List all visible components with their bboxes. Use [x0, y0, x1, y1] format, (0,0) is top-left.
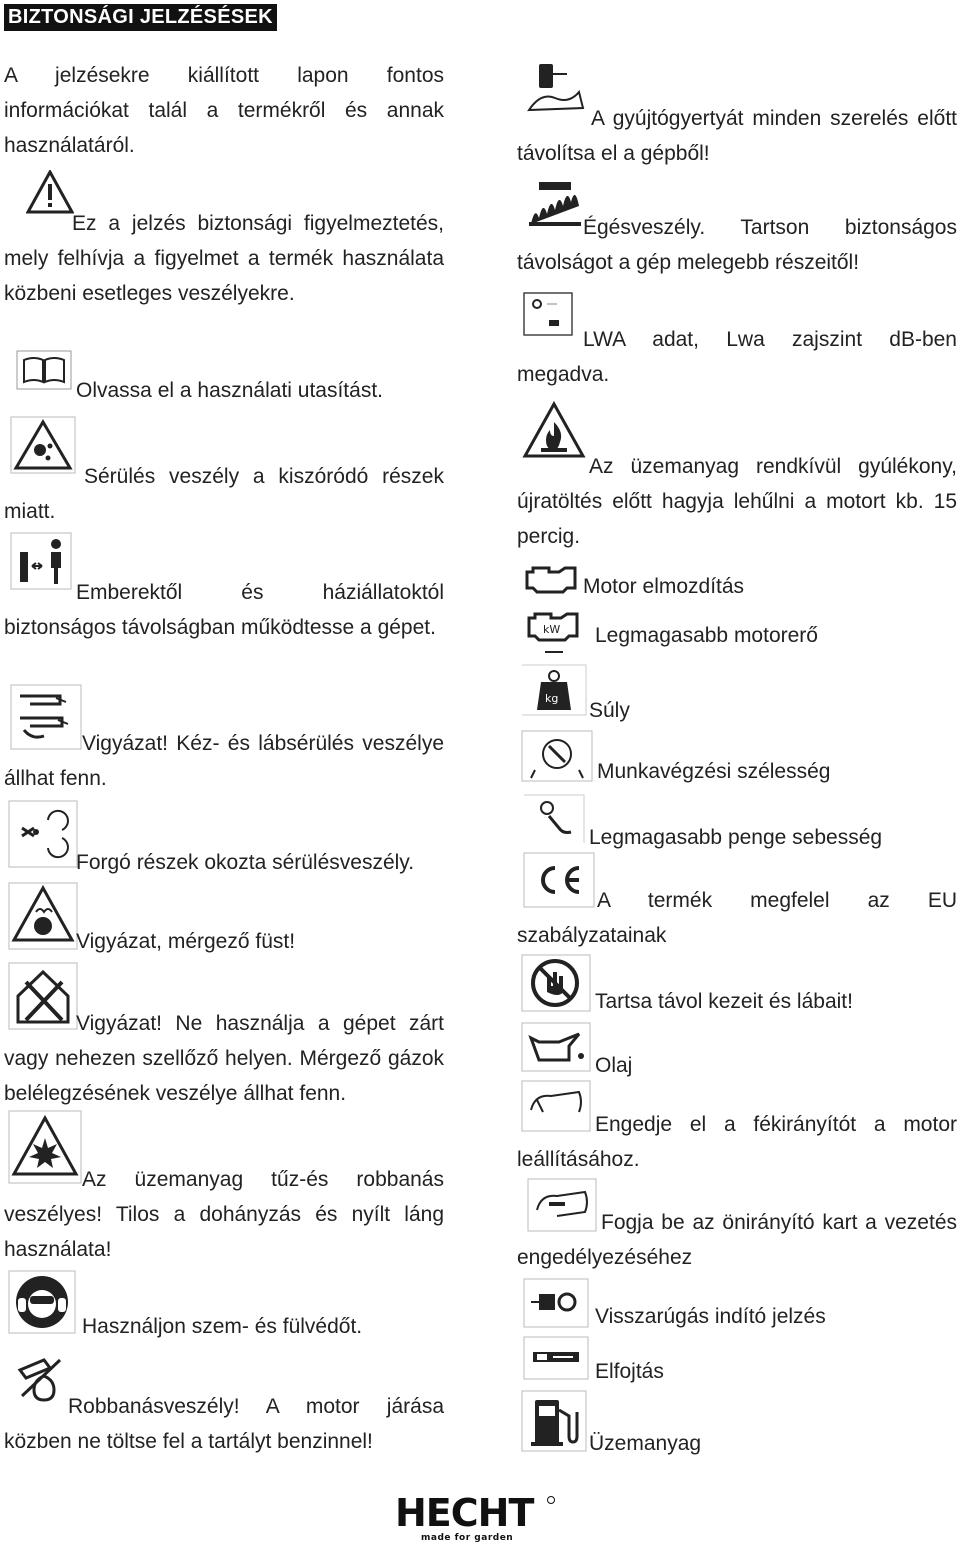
sign-text-rotating: Forgó részek okozta sérülésveszély. — [76, 851, 415, 874]
sign-text-engine: Motor elmozdítás — [583, 575, 745, 598]
intro-text: A jelzésekre kiállított lapon fontos információkat talál a termékről és annak használatáról. — [4, 64, 444, 157]
sign-text-refuel: Robbanásveszély! A motor járása közben ne töltse fel a tartályt benzinnel! — [4, 1395, 444, 1453]
sign-text-ce: A termék megfelel az EU szabályzatainak — [517, 889, 957, 947]
recoil-start-icon — [523, 1278, 589, 1328]
sign-text-manual: Olvassa el a használati utasítást. — [76, 379, 383, 402]
fuel-pump-icon — [521, 1390, 587, 1452]
eye-ear-protection-icon — [8, 1270, 76, 1334]
sign-text-distance: Emberektől és háziállatoktól biztonságos távolságban működtesse a gépet. — [4, 581, 444, 639]
oil-can-icon — [521, 1022, 591, 1072]
sign-text-explosion: Az üzemanyag tűz-és robbanás veszélyes! Tilos a dohányzás és nyílt láng használata! — [4, 1168, 444, 1261]
cutting-width-icon — [521, 730, 593, 782]
sign-text-fuel: Üzemanyag — [589, 1432, 702, 1455]
svg-text:HECHT: HECHT — [395, 1494, 534, 1535]
sign-text-fumes: Vigyázat, mérgező füst! — [76, 930, 296, 953]
sign-text-hot: Égésveszély. Tartson biztonságos távolságot a gép melegebb részeitől! — [517, 216, 957, 274]
choke-icon — [523, 1336, 589, 1380]
svg-text:made for garden: made for garden — [421, 1533, 514, 1543]
page-title: BIZTONSÁGI JELZÉSÉSEK — [4, 4, 277, 31]
keep-hands-away-icon — [521, 954, 591, 1012]
svg-text:kW: kW — [543, 623, 561, 636]
sign-text-oil: Olaj — [595, 1054, 633, 1077]
sign-text-width: Munkavégzési szélesség — [597, 760, 831, 783]
sign-text-protection: Használjon szem- és fülvédőt. — [82, 1315, 363, 1338]
sign-text-spark-plug: A gyújtógyertyát minden szerelés előtt távolítsa el a gépből! — [517, 107, 957, 165]
blade-speed-icon — [523, 794, 585, 844]
hecht-logo — [395, 1494, 560, 1544]
sign-text-noise: LWA adat, Lwa zajszint dB-ben megadva. — [517, 328, 957, 386]
sign-text-blade: Legmagasabb penge sebesség — [589, 826, 883, 849]
sign-text-power: Legmagasabb motorerő — [595, 624, 818, 647]
engine-power-kw-icon — [523, 604, 585, 656]
sign-text-warning: Ez a jelzés biztonsági figyelmeztetés, mely felhívja a figyelmet a termék használata közbeni esetleges veszélyekre. — [4, 212, 444, 305]
sign-text-choke: Elfojtás — [595, 1360, 664, 1383]
sign-text-flammable: Az üzemanyag rendkívül gyúlékony, újratöltés előtt hagyja lehűlni a motort kb. 15 percig. — [517, 455, 957, 548]
sign-text-drive: Fogja be az önirányító kart a vezetés engedélyezéséhez — [517, 1211, 957, 1269]
sign-text-weight: Súly — [589, 699, 630, 722]
sign-text-debris: Sérülés veszély a kiszóródó részek miatt. — [4, 465, 444, 523]
book-manual-icon — [16, 350, 72, 390]
rotating-parts-icon — [8, 800, 78, 868]
engine-icon — [523, 562, 579, 594]
sign-text-hand-foot: Vigyázat! Kéz- és lábsérülés veszélye állhat fenn. — [4, 732, 444, 790]
svg-text:kg: kg — [545, 692, 559, 705]
weight-kg-icon — [521, 664, 587, 716]
sign-text-recoil: Visszarúgás indító jelzés — [595, 1305, 826, 1328]
sign-text-brake: Engedje el a fékirányítót a motor leállításához. — [517, 1113, 957, 1171]
sign-text-hands: Tartsa távol kezeit és lábait! — [595, 990, 853, 1013]
sign-text-indoor: Vigyázat! Ne használja a gépet zárt vagy nehezen szellőző helyen. Mérgező gázok belélegzésének veszélye állhat fenn. — [4, 1012, 444, 1105]
toxic-fumes-icon — [8, 882, 78, 950]
